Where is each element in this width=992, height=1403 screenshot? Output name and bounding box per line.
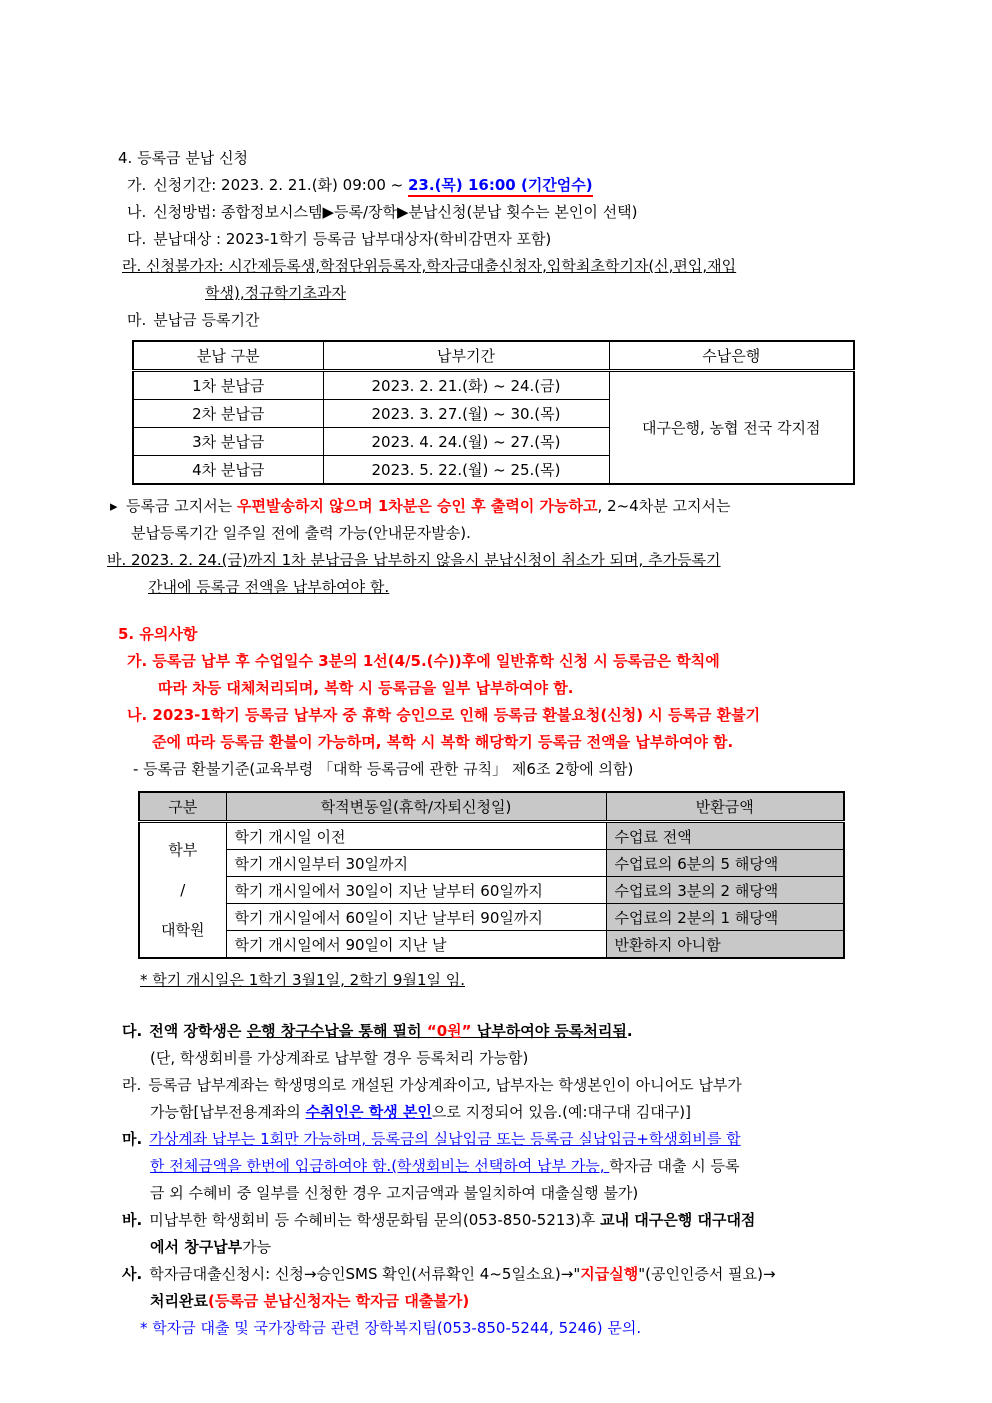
virtual-account-underline: 한 전체금액을 한번에 입금하여야 함.(학생회비는 선택하여 납부 가능, [150,1157,610,1175]
table-row [139,931,844,959]
section5-item-da-sub [150,1045,992,1072]
payment-period-cell: 2023. 3. 27.(월) ~ 30.(목) [323,400,609,428]
sub-note-text: (단, 학생회비를 가상계좌로 납부할 경우 등록처리 가능함) [150,1049,529,1067]
notice-text: , 2~4차분 고지서는 [597,497,731,515]
column-header: 분납 구분 [133,341,323,371]
underline-text: 납부하여야 등록처리됨 [471,1022,627,1040]
student-group-cell [139,822,226,959]
group-line: 학부 [168,841,198,859]
footnote-text: * 학기 개시일은 1학기 3월1일, 2학기 9월1일 임. [140,971,466,989]
section5-item-da [122,1018,992,1045]
scholarship-text: 전액 장학생은 [149,1022,247,1040]
group-line: 대학원 [161,921,205,939]
installment-name-cell: 4차 분납금 [133,456,323,485]
virtual-account-underline: 가상계좌 납부는 1회만 가능하며, 등록금의 실납입금 또는 등록금 실납입금+학생회비를 합 [149,1130,741,1148]
section4-item-ma [127,307,992,334]
loan-mismatch-text: 금 외 수혜비 중 일부를 신청한 경우 고지금액과 불일치하여 대출실행 불가) [150,1184,639,1202]
counter-payment-emphasis: 에서 창구납부 [150,1238,243,1256]
installment-name-cell: 1차 분납금 [133,371,323,400]
ineligible-text-line2: 학생),정규학기초과자 [205,284,347,302]
bank-branch-emphasis: 교내 대구은행 대구대점 [600,1211,756,1229]
account-text: 으로 지정되어 있음.(예:대구대 김대구)] [431,1103,691,1121]
item-label: 다. [127,230,147,248]
account-text: 가능함[납부전용계좌의 [150,1103,306,1121]
item-label: 마. [127,311,147,329]
item-label: 마. [122,1130,143,1148]
triangle-bullet-icon: ▸ [110,497,118,515]
table-row [133,371,854,400]
section5-item-ra-line1 [122,1072,992,1099]
loan-restriction-emphasis: (등록금 분납신청자는 학자금 대출불가) [207,1292,470,1310]
deadline-highlight: 23.(목) 16:00 (기간엄수) [408,176,593,197]
ineligible-text-line1: 라. 신청불가자: 시간제등록생,학점단위등록자,학자금대출신청자,입학최초학기자(신,편입,재입 [122,257,737,275]
cancellation-warning-line1: 바. 2023. 2. 24.(금)까지 1차 분납금을 납부하지 않을시 분납신청이 취소가 되며, 추가등록기 [107,551,721,569]
table-row [139,822,844,850]
change-date-cell: 학기 개시일 이전 [226,822,606,850]
underline-text: 은행 창구수납을 통해 필히 [246,1022,427,1040]
application-method-text: 신청방법: 종합정보시스템▶등록/장학▶분납신청(분납 횟수는 본인이 선택) [153,203,638,221]
refund-amount-cell: 반환하지 아니함 [606,931,844,959]
installment-period-heading: 분납금 등록기간 [153,311,260,329]
bank-cell: 대구은행, 농협 전국 각지점 [609,371,854,485]
section5-item-na-line1: 나. 2023-1학기 등록금 납부자 중 휴학 승인으로 인해 등록금 환불요청(신청) 시 등록금 환불기 [127,706,761,724]
section5-item-ma-line3 [150,1180,992,1207]
change-date-cell: 학기 개시일에서 60일이 지난 날부터 90일까지 [226,904,606,931]
item-label: 라. [122,1076,142,1094]
loan-process-text: 학자금대출신청시: 신청→승인SMS 확인(서류확인 4~5일소요)→" [149,1265,581,1283]
section4-item-ba-line2 [148,574,992,601]
refund-amount-cell: 수업료의 3분의 2 해당액 [606,877,844,904]
section4-item-ba-line1 [107,547,992,574]
table-row [139,904,844,931]
column-header: 반환금액 [606,792,844,822]
refund-amount-cell: 수업료 전액 [606,822,844,850]
column-header: 수납은행 [609,341,854,371]
refund-amount-cell: 수업료의 2분의 1 해당액 [606,904,844,931]
payment-period-cell: 2023. 5. 22.(월) ~ 25.(목) [323,456,609,485]
item-label: 나. [127,203,147,221]
section4-item-ga [127,172,992,199]
section5-item-ba-line2 [150,1234,992,1261]
loan-mismatch-text: 학자금 대출 시 등록 [609,1157,740,1175]
item-label: 바. [122,1211,143,1229]
notice-text: 등록금 고지서는 [126,497,237,515]
section5-item-na-line2: 준에 따라 등록금 환불이 가능하며, 복학 시 복학 해당학기 등록금 전액을 납부하여야 함. [152,733,734,751]
item-label: 다. [122,1022,143,1040]
payee-highlight: 수취인은 학생 본인 [305,1103,432,1121]
loan-process-text: "(공인인증서 필요)→ [638,1265,776,1283]
section5-item-ba-line1 [122,1207,992,1234]
change-date-cell: 학기 개시일부터 30일까지 [226,850,606,877]
period-text: . [626,1022,633,1040]
section5-item-ma-line2 [150,1153,992,1180]
application-period-text: 신청기간: 2023. 2. 21.(화) 09:00 ~ [153,176,408,194]
section5-item-sa-line1 [122,1261,992,1288]
semester-start-footnote [140,967,992,994]
change-date-cell: 학기 개시일에서 30일이 지난 날부터 60일까지 [226,877,606,904]
item-label: 사. [122,1265,143,1283]
cancellation-warning-line2: 간내에 등록금 전액을 납부하여야 함. [148,578,390,596]
column-header: 학적변동일(휴학/자퇴신청일) [226,792,606,822]
refund-amount-cell: 수업료의 6분의 5 해당액 [606,850,844,877]
section5-item-ra-line2 [150,1099,992,1126]
section4-item-ra-line1 [122,253,992,280]
payment-execution-emphasis: 지급실행 [580,1265,639,1283]
section5-item-ga-line2: 따라 차등 대체처리되며, 복학 시 등록금을 일부 납부하여야 함. [158,679,574,697]
scholarship-underline-run [247,1022,627,1040]
notice-emphasis: 우편발송하지 않으며 1차분은 승인 후 출력이 가능하고 [236,497,598,515]
section5-item-ga-line1: 가. 등록금 납부 후 수업일수 3분의 1선(4/5.(수))후에 일반휴학 신청 시 등록금은 학칙에 [127,652,720,670]
section4-item-ra-line2 [205,280,992,307]
notice-text: 분납등록기간 일주일 전에 출력 가능(안내문자발송). [131,524,471,542]
section5-item-ma-line1 [122,1126,992,1153]
item-label: 가. [127,176,147,194]
section5-title: 5. 유의사항 [118,625,198,643]
table-row [139,877,844,904]
target-text: 분납대상 : 2023-1학기 등록금 납부대상자(학비감면자 포함) [153,230,552,248]
zero-won-highlight: “0원” [426,1022,472,1040]
account-text: 등록금 납부계좌는 학생명의로 개설된 가상계좌이고, 납부자는 학생본인이 아니어도 납부가 [148,1076,742,1094]
payment-period-cell: 2023. 4. 24.(월) ~ 27.(목) [323,428,609,456]
table-header-row [133,341,854,371]
bill-notice-line2 [131,520,992,547]
installment-name-cell: 2차 분납금 [133,400,323,428]
change-date-cell: 학기 개시일에서 90일이 지난 날 [226,931,606,959]
group-line: / [180,881,186,899]
section5-item-sa-line2 [150,1288,992,1315]
refund-standard-note: - 등록금 환불기준(교육부령 「대학 등록금에 관한 규칙」 제6조 2항에 의함) [133,760,634,778]
bill-notice-line1 [110,493,992,520]
installment-name-cell: 3차 분납금 [133,428,323,456]
column-header: 구분 [139,792,226,822]
unpaid-fee-text: 미납부한 학생회비 등 수혜비는 학생문화팀 문의(053-850-5213)후 [149,1211,601,1229]
installment-schedule-table [132,340,855,485]
refund-standard-table [138,791,845,959]
table-row [139,850,844,877]
table-header-row [139,792,844,822]
column-header: 납부기간 [323,341,609,371]
section4-title: 4. 등록금 분납 신청 [118,149,249,167]
payment-period-cell: 2023. 2. 21.(화) ~ 24.(금) [323,371,609,400]
unpaid-fee-text: 가능 [242,1238,272,1256]
section4-item-da [127,226,992,253]
completion-emphasis: 처리완료 [150,1292,208,1310]
section4-item-na [127,199,992,226]
loan-contact-note: * 학자금 대출 및 국가장학금 관련 장학복지팀(053-850-5244, 5246) 문의. [140,1319,642,1337]
